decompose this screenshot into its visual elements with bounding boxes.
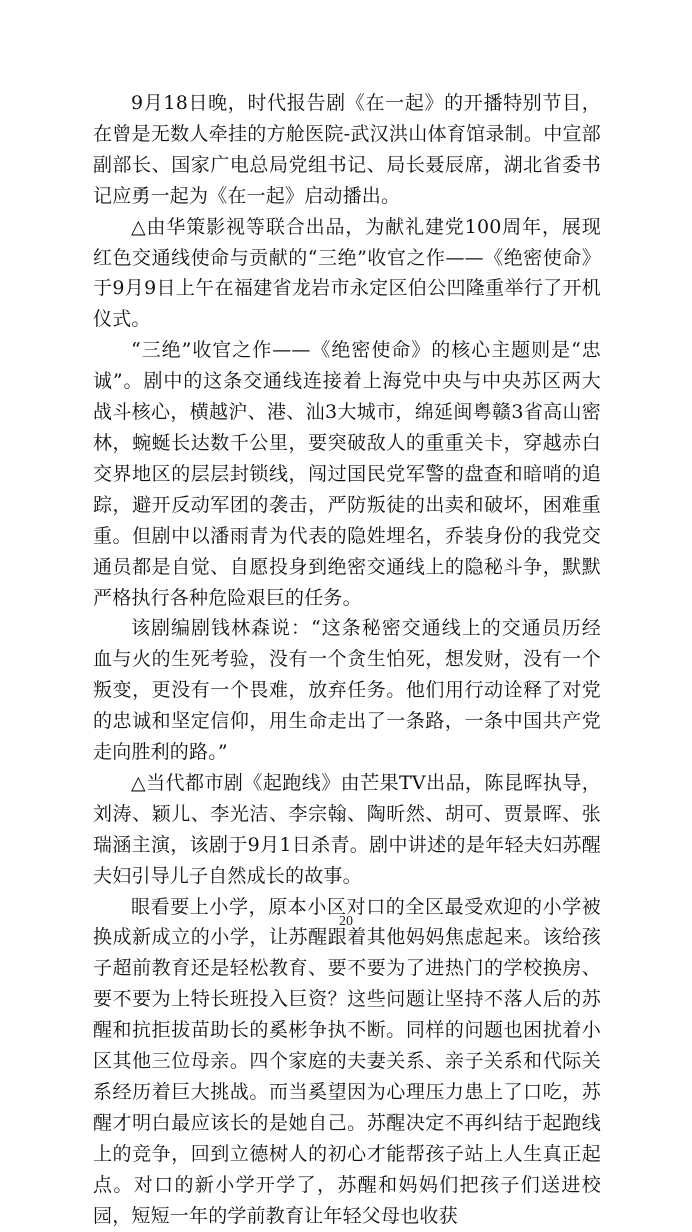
body-text (93, 88, 601, 1232)
paragraph-jue-mi-shi-ming-theme: “三绝”收官之作——《绝密使命》的核心主题则是“忠诚”。剧中的这条交通线连接着上海党中央与中央苏区两大战斗核心，横越沪、港、汕3大城市，绵延闽粤赣3省高山密林，蜿蜒长达数千公里，要突破敌人的重重关卡，穿越赤白交界地区的层层封锁线，闯过国民党军警的盘查和暗哨的追踪，避开反动军团的袭击，严防叛徒的出卖和破坏，困难重重。但剧中以潘雨青为代表的隐姓埋名，乔装身份的我党交通员都是自觉、自愿投身到绝密交通线上的隐秘斗争，默默严格执行各种危险艰巨的任务。 (93, 339, 601, 609)
paragraph-screenwriter-quote: 该剧编剧钱林森说：“这条秘密交通线上的交通员历经血与火的生死考验，没有一个贪生怕死，想发财，没有一个叛变，更没有一个畏难，放弃任务。他们用行动诠释了对党的忠诚和坚定信仰，用生命走出了一条路，一条中国共产党走向胜利的路。” (93, 617, 601, 764)
page-number: 20 (339, 914, 353, 929)
paragraph-qi-pao-xian-wrap: △当代都市剧《起跑线》由芒果TV出品，陈昆晖执导，刘涛、颖儿、李光洁、李宗翰、陶昕然、胡可、贾景晖、张瑞涵主演，该剧于9月1日杀青。剧中讲述的是年轻夫妇苏醒夫妇引导儿子自然成长的故事。 (93, 771, 601, 887)
paragraph-jue-mi-shi-ming-launch: △由华策影视等联合出品，为献礼建党100周年，展现红色交通线使命与贡献的“三绝”收官之作——《绝密使命》于9月9日上午在福建省龙岩市永定区伯公凹隆重举行了开机仪式。 (93, 215, 601, 331)
paragraph-zai-yi-qi-broadcast: 9月18日晚，时代报告剧《在一起》的开播特别节目，在曾是无数人牵挂的方舱医院-武汉洪山体育馆录制。中宣部副部长、国家广电总局党组书记、局长聂辰席，湖北省委书记应勇一起为《在一起》启动播出。 (93, 92, 601, 207)
paragraph-qi-pao-xian-story: 眼看要上小学，原本小区对口的全区最受欢迎的小学被换成新成立的小学，让苏醒跟着其他妈妈焦虑起来。该给孩子超前教育还是轻松教育、要不要为了进热门的学校换房、要不要为上特长班投入巨资？这些问题让坚持不落人后的苏醒和抗拒拔苗助长的奚彬争执不断。同样的问题也困扰着小区其他三位母亲。四个家庭的夫妻关系、亲子关系和代际关系经历着巨大挑战。而当奚望因为心理压力患上了口吃，苏醒才明白最应该长的是她自己。苏醒决定不再纠结于起跑线上的竞争，回到立德树人的初心才能帮孩子站上人生真正起点。对口的新小学开学了，苏醒和妈妈们把孩子们送进校园，短短一年的学前教育让年轻父母也收获 (93, 895, 601, 1227)
